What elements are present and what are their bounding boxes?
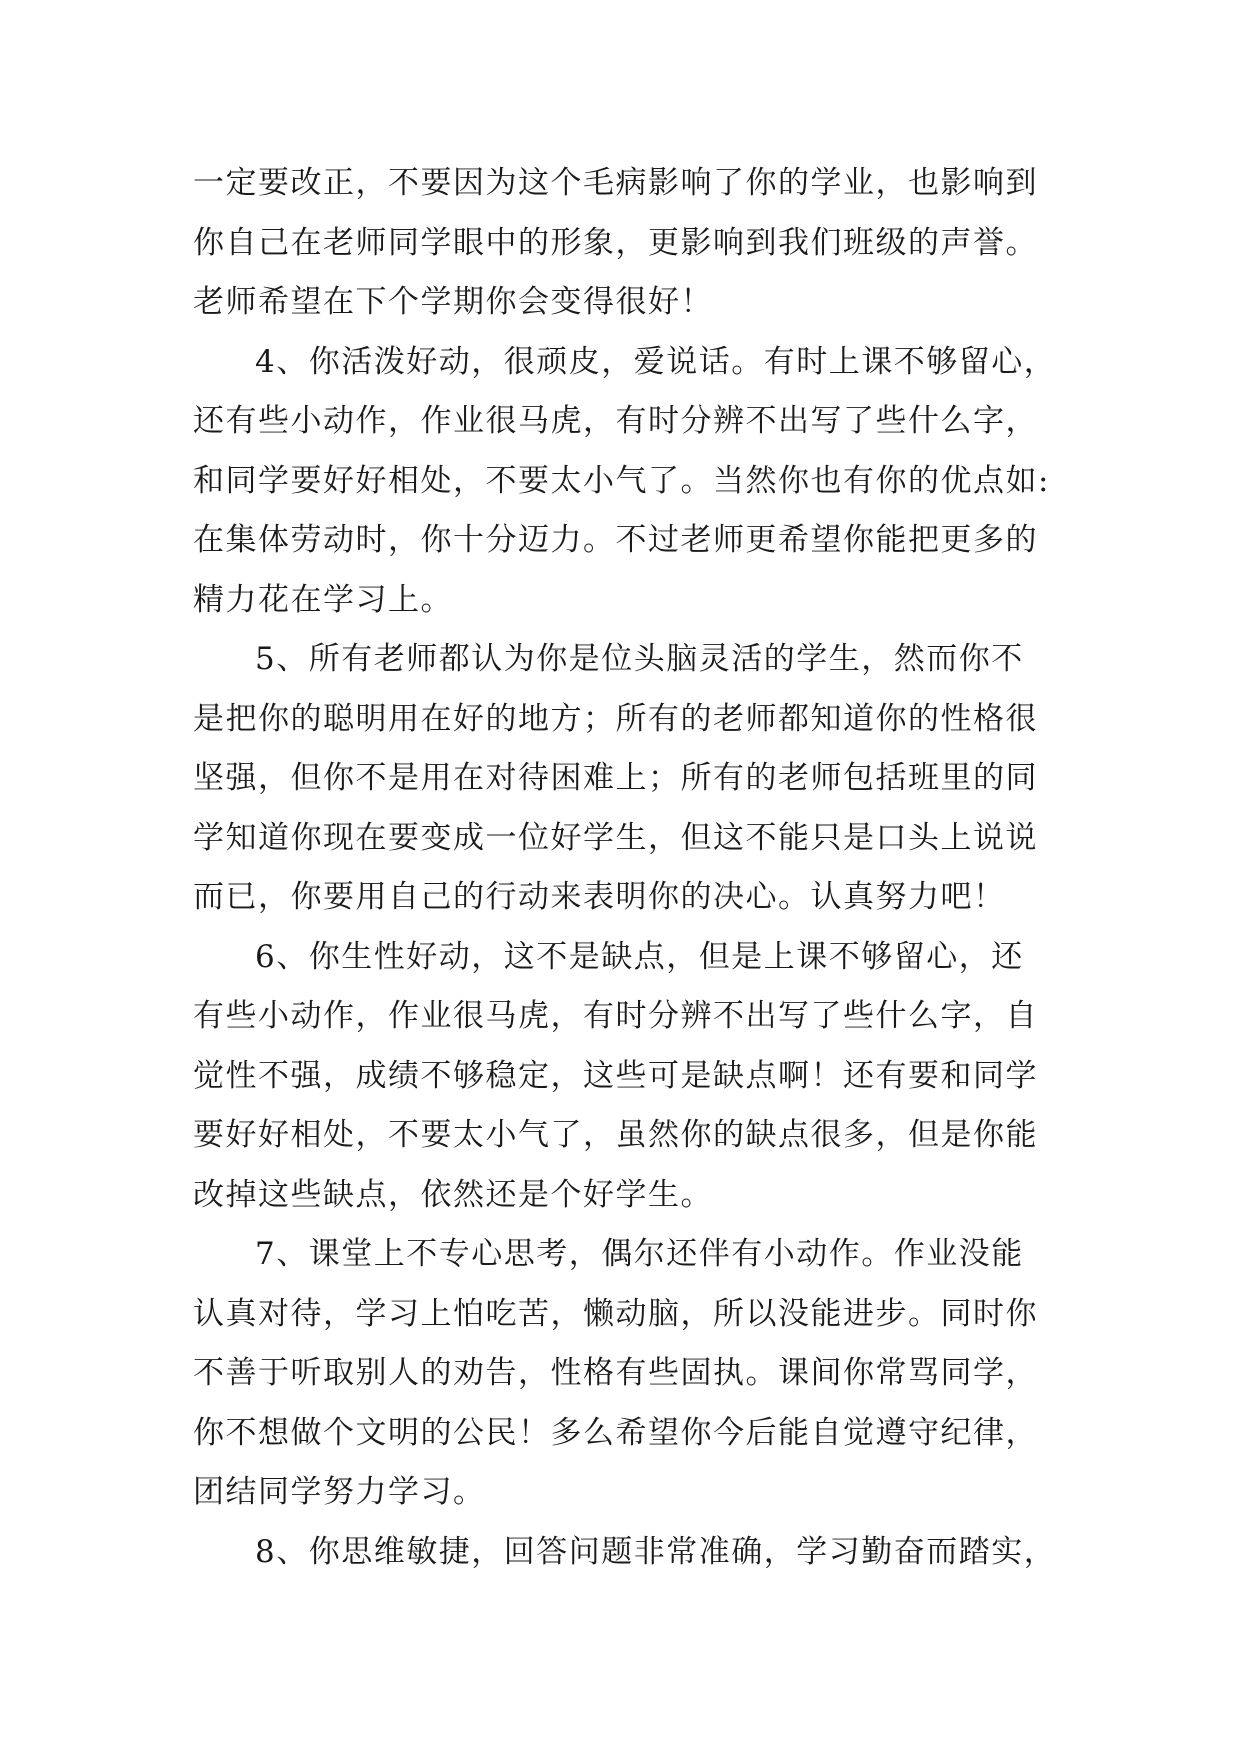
text-line: 要好好相处，不要太小气了，虽然你的缺点很多，但是你能 [193, 1117, 1038, 1153]
text-line: 团结同学努力学习。 [193, 1474, 486, 1510]
text-line: 认真对待，学习上怕吃苦，懒动脑，所以没能进步。同时你 [193, 1295, 1038, 1332]
text-line: 坚强，但你不是用在对待困难上；所有的老师包括班里的同 [193, 760, 1038, 796]
text-line: 一定要改正，不要因为这个毛病影响了你的学业，也影响到 [193, 165, 1038, 201]
text-line: 是把你的聪明用在好的地方；所有的老师都知道你的性格很 [193, 700, 1038, 737]
text-line: 不善于听取别人的劝告，性格有些固执。课间你常骂同学， [193, 1355, 1038, 1391]
paragraph-first-line: 6、你生性好动，这不是缺点，但是上课不够留心，还 [255, 938, 1024, 975]
text-line: 在集体劳动时，你十分迈力。不过老师更希望你能把更多的 [193, 522, 1038, 558]
text-line: 老师希望在下个学期你会变得很好！ [193, 284, 713, 320]
text-line: 精力花在学习上。 [193, 581, 453, 618]
text-line: 和同学要好好相处，不要太小气了。当然你也有你的优点如: [193, 462, 1050, 499]
text-line: 觉性不强，成绩不够稳定，这些可是缺点啊！还有要和同学 [193, 1057, 1038, 1094]
text-line: 你自己在老师同学眼中的形象，更影响到我们班级的声誉。 [193, 224, 1038, 261]
paragraph-first-line: 5、所有老师都认为你是位头脑灵活的学生，然而你不 [255, 641, 1024, 677]
text-line: 你不想做个文明的公民！多么希望你今后能自觉遵守纪律， [193, 1414, 1038, 1451]
text-line: 还有些小动作，作业很马虎，有时分辨不出写了些什么字， [193, 403, 1038, 439]
text-line: 有些小动作，作业很马虎，有时分辨不出写了些什么字，自 [193, 998, 1038, 1034]
paragraph-first-line: 8、你思维敏捷，回答问题非常准确，学习勤奋而踏实， [255, 1533, 1057, 1570]
paragraph-first-line: 7、课堂上不专心思考，偶尔还伴有小动作。作业没能 [255, 1236, 1024, 1272]
text-line: 学知道你现在要变成一位好学生，但这不能只是口头上说说 [193, 819, 1038, 856]
text-line: 而已，你要用自己的行动来表明你的决心。认真努力吧！ [193, 879, 1006, 915]
document-body [193, 154, 1057, 1582]
text-line: 改掉这些缺点，依然还是个好学生。 [193, 1176, 713, 1213]
paragraph-first-line: 4、你活泼好动，很顽皮，爱说话。有时上课不够留心， [255, 343, 1057, 380]
